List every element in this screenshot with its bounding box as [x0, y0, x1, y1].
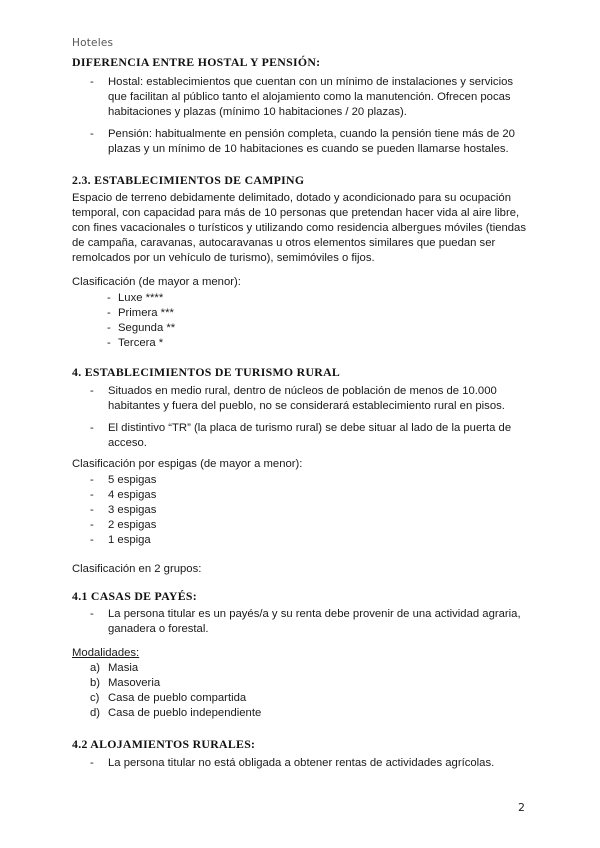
- list-item: - 4 espigas: [90, 489, 157, 501]
- section-heading-camping: 2.3. ESTABLECIMIENTOS DE CAMPING: [72, 173, 305, 187]
- list-item: - 1 espiga: [90, 534, 151, 546]
- list-item: b) Masoveria: [90, 677, 161, 689]
- section-heading-casas-payes: 4.1 CASAS DE PAYÉS:: [72, 589, 198, 603]
- list-item: a) Masia: [90, 662, 139, 674]
- list-item: - 3 espigas: [90, 504, 157, 516]
- espigas-list: [72, 473, 532, 548]
- camping-classification-label: Clasificación (de mayor a menor):: [72, 276, 241, 288]
- espigas-label: Clasificación por espigas (de mayor a menor):: [72, 458, 303, 470]
- modalidades-label: Modalidades:: [72, 647, 140, 659]
- list-item: - El distintivo “TR” (la placa de turismo rural) se debe situar al lado de la puerta de acceso.: [90, 422, 512, 449]
- turismo-rural-list: [72, 384, 532, 451]
- casas-payes-list: [72, 607, 532, 637]
- list-item: - Primera ***: [107, 307, 174, 319]
- alojamientos-list: [72, 756, 532, 771]
- camping-classification-list: [72, 291, 532, 351]
- list-item-pension: - Pensión: habitualmente en pensión completa, cuando la pensión tiene más de 20 plazas y un mínimo de 10 habitaciones es cuando se pueden llamarse hostales.: [90, 128, 515, 155]
- running-header: Hoteles: [72, 37, 114, 49]
- list-item-hostal: - Hostal: establecimientos que cuentan con un mínimo de instalaciones y servicios que facilitan al público tanto el alojamiento como la manutención. Ofrecen pocas habitaciones y plazas (mínimo 10 habitaciones / 20 plazas).: [90, 76, 514, 118]
- camping-paragraph: Espacio de terreno debidamente delimitado, dotado y acondicionado para su ocupación temporal, con capacidad para más de 10 personas que pretendan hacer vida al aire libre, con fines vacacionales o turísticos y utilizando como residencia albergues móviles (tiendas de campaña, caravanas, autocaravanas u otros elementos similares que puedan ser remolcados por un vehículo de turismo), semimóviles o fijos.: [72, 192, 526, 264]
- section-heading-alojamientos-rurales: 4.2 ALOJAMIENTOS RURALES:: [72, 737, 256, 751]
- section-heading-hostal-pension: DIFERENCIA ENTRE HOSTAL Y PENSIÓN:: [72, 55, 321, 69]
- list-item: - Luxe ****: [107, 292, 164, 304]
- section-heading-turismo-rural: 4. ESTABLECIMIENTOS DE TURISMO RURAL: [72, 365, 341, 379]
- page-number: 2: [518, 801, 525, 814]
- list-item: c) Casa de pueblo compartida: [90, 692, 247, 704]
- list-item: - Tercera *: [107, 337, 164, 349]
- document-body: [72, 55, 532, 771]
- list-item: - 5 espigas: [90, 474, 157, 486]
- list-item: - Segunda **: [107, 322, 176, 334]
- hostal-pension-list: [72, 75, 532, 157]
- modalidades-list: [72, 661, 532, 721]
- list-item: - Situados en medio rural, dentro de núcleos de población de menos de 10.000 habitantes y fuera del pueblo, no se considerará establecimiento rural en pisos.: [90, 385, 505, 412]
- groups-label: Clasificación en 2 grupos:: [72, 563, 202, 575]
- list-item: - La persona titular es un payés/a y su renta debe provenir de una actividad agraria, ganadera o forestal.: [90, 608, 521, 635]
- list-item: - 2 espigas: [90, 519, 157, 531]
- list-item: - La persona titular no está obligada a obtener rentas de actividades agrícolas.: [90, 757, 495, 769]
- list-item: d) Casa de pueblo independiente: [90, 707, 262, 719]
